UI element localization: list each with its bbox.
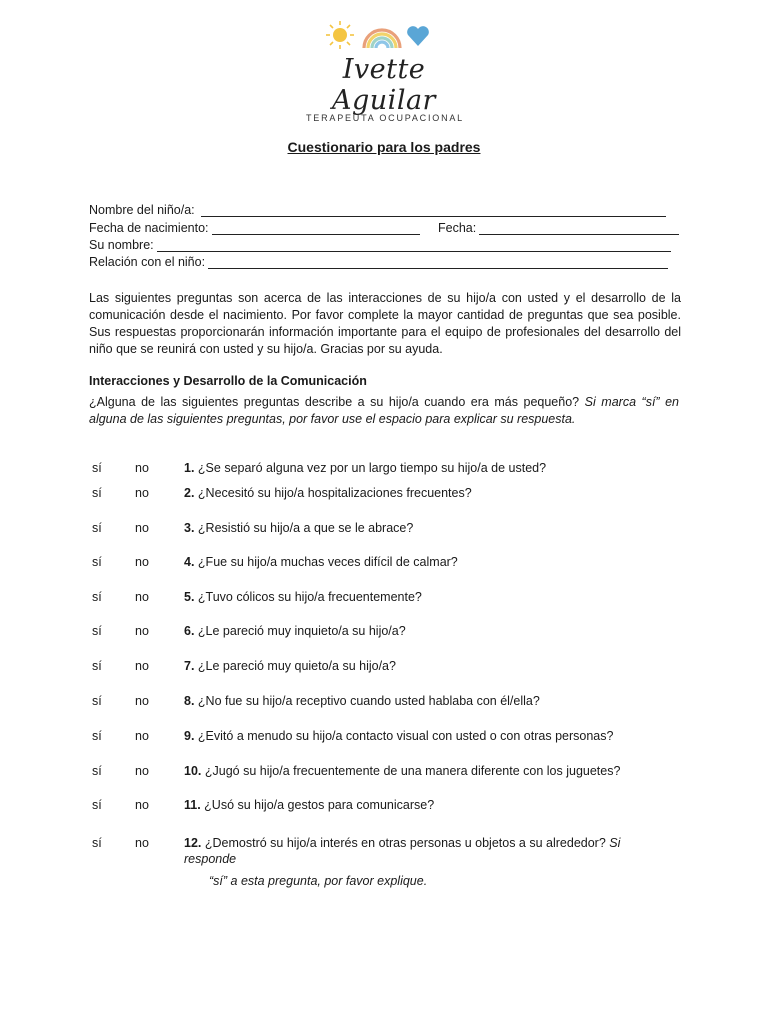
question-number: 8. — [184, 694, 195, 708]
yes-option[interactable]: sí — [92, 764, 102, 778]
question-text — [184, 728, 644, 744]
your-name-field — [89, 238, 671, 252]
relation-field — [89, 255, 668, 269]
question-number: 1. — [184, 461, 195, 475]
question-label: ¿Tuvo cólicos su hijo/a frecuentemente? — [197, 590, 422, 604]
relation-label: Relación con el niño: — [89, 255, 206, 269]
page-title: Cuestionario para los padres — [287, 139, 481, 155]
birth-date-field — [89, 221, 420, 235]
your-name-input[interactable] — [157, 239, 671, 252]
question-number: 4. — [184, 555, 195, 569]
question-text — [184, 623, 644, 639]
question-text — [184, 485, 644, 501]
sun-icon — [326, 21, 354, 49]
question-label: ¿Usó su hijo/a gestos para comunicarse? — [204, 798, 435, 812]
question-text — [184, 658, 644, 674]
question-text — [184, 460, 644, 476]
yes-option[interactable]: sí — [92, 729, 102, 743]
question-label: ¿Demostró su hijo/a interés en otras personas u objetos a su alrededor? — [204, 836, 606, 850]
heart-icon — [407, 26, 429, 46]
question-number: 2. — [184, 486, 195, 500]
question-number: 12. — [184, 836, 202, 850]
yes-option[interactable]: sí — [92, 798, 102, 812]
question-label: ¿Le pareció muy quieto/a su hijo/a? — [197, 659, 396, 673]
question-text — [184, 763, 644, 779]
question-label: ¿Resistió su hijo/a a que se le abrace? — [197, 521, 414, 535]
question-number: 6. — [184, 624, 195, 638]
question-text — [184, 554, 644, 570]
question-text — [184, 589, 644, 605]
no-option[interactable]: no — [135, 555, 149, 569]
relation-input[interactable] — [208, 256, 668, 269]
your-name-label: Su nombre: — [89, 238, 154, 252]
no-option[interactable]: no — [135, 798, 149, 812]
question-number: 3. — [184, 521, 195, 535]
question-number: 7. — [184, 659, 195, 673]
question-label: ¿Fue su hijo/a muchas veces difícil de calmar? — [197, 555, 458, 569]
date-input[interactable] — [479, 222, 679, 235]
question-text — [184, 835, 644, 867]
section-note: Si marca “sí” en alguna de las siguientes preguntas, por favor use el espacio para explicar su respuesta. — [89, 395, 680, 426]
question-label: ¿No fue su hijo/a receptivo cuando usted hablaba con él/ella? — [197, 694, 540, 708]
yes-option[interactable]: sí — [92, 555, 102, 569]
yes-option[interactable]: sí — [92, 590, 102, 604]
no-option[interactable]: no — [135, 659, 149, 673]
question-number: 9. — [184, 729, 195, 743]
question-number: 10. — [184, 764, 202, 778]
yes-option[interactable]: sí — [92, 836, 102, 850]
child-name-field — [89, 203, 666, 217]
yes-option[interactable]: sí — [92, 624, 102, 638]
question-label: ¿Se separó alguna vez por un largo tiempo su hijo/a de usted? — [197, 461, 547, 475]
rainbow-icon — [364, 30, 400, 48]
no-option[interactable]: no — [135, 461, 149, 475]
child-name-input[interactable] — [201, 204, 666, 217]
section-question-text: ¿Alguna de las siguientes preguntas describe a su hijo/a cuando era más pequeño? — [89, 395, 580, 409]
question-tail: Si responde — [184, 836, 621, 866]
date-field — [438, 221, 679, 235]
no-option[interactable]: no — [135, 486, 149, 500]
no-option[interactable]: no — [135, 764, 149, 778]
no-option[interactable]: no — [135, 836, 149, 850]
yes-option[interactable]: sí — [92, 659, 102, 673]
no-option[interactable]: no — [135, 521, 149, 535]
logo — [300, 18, 470, 123]
no-option[interactable]: no — [135, 694, 149, 708]
question-label: ¿Necesitó su hijo/a hospitalizaciones frecuentes? — [197, 486, 472, 500]
yes-option[interactable]: sí — [92, 461, 102, 475]
logo-name: Ivette Aguilar — [332, 54, 436, 116]
intro-paragraph: Las siguientes preguntas son acerca de las interacciones de su hijo/a con usted y el desarrollo de la comunicación desde el nacimiento. Por favor complete la mayor cantidad de preguntas que sea posible. Sus respuestas proporcionarán información importante para el equipo de profesionales del desarrollo del niño que se reunirá con usted y su hijo/a. Gracias por su ayuda. — [89, 291, 681, 356]
section-question — [89, 394, 679, 428]
section-title: Interacciones y Desarrollo de la Comunicación — [89, 374, 367, 388]
no-option[interactable]: no — [135, 590, 149, 604]
birth-date-label: Fecha de nacimiento: — [89, 221, 209, 235]
no-option[interactable]: no — [135, 624, 149, 638]
question-number: 11. — [184, 798, 201, 812]
date-label: Fecha: — [438, 221, 477, 235]
yes-option[interactable]: sí — [92, 694, 102, 708]
question-text — [184, 520, 644, 536]
question-text — [184, 693, 644, 709]
yes-option[interactable]: sí — [92, 486, 102, 500]
question-number: 5. — [184, 590, 195, 604]
followup-instruction: “sí” a esta pregunta, por favor explique. — [209, 874, 428, 888]
logo-subtitle: TERAPEUTA OCUPACIONAL — [306, 113, 464, 123]
child-name-label: Nombre del niño/a: — [89, 203, 195, 217]
question-label: ¿Le pareció muy inquieto/a su hijo/a? — [197, 624, 406, 638]
no-option[interactable]: no — [135, 729, 149, 743]
question-label: ¿Evitó a menudo su hijo/a contacto visual con usted o con otras personas? — [197, 729, 614, 743]
logo-art — [326, 18, 436, 52]
yes-option[interactable]: sí — [92, 521, 102, 535]
question-text — [184, 797, 644, 813]
birth-date-input[interactable] — [212, 222, 420, 235]
question-label: ¿Jugó su hijo/a frecuentemente de una manera diferente con los juguetes? — [204, 764, 621, 778]
